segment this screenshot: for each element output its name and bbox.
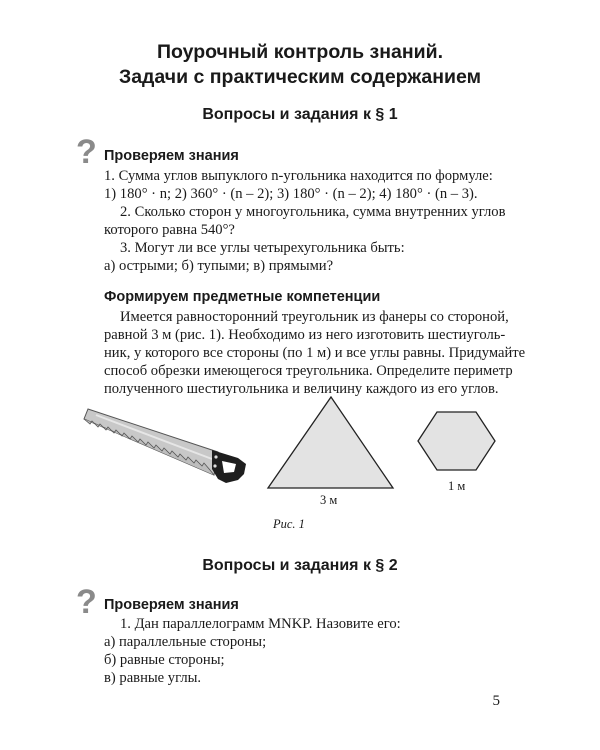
paragraph-line: полученного шестиугольника и величину каждого из его углов. <box>104 381 499 397</box>
question-mark-icon: ? <box>76 583 97 621</box>
question-line: 1) 180° · n; 2) 360° · (n – 2); 3) 180° · (n – 2); 4) 180° · (n – 3). <box>104 186 478 202</box>
question-line: а) острыми; б) тупыми; в) прямыми? <box>104 258 334 274</box>
question-line: 3. Могут ли все углы четырехугольника быть: <box>120 240 405 256</box>
section-2-heading: Вопросы и задания к § 2 <box>202 557 398 574</box>
saw-icon <box>84 409 246 483</box>
check-knowledge-title-2: Проверяем знания <box>104 597 239 613</box>
question-line: которого равна 540°? <box>104 222 235 238</box>
hexagon-label: 1 м <box>448 479 466 493</box>
paragraph-line: равной 3 м (рис. 1). Необходимо из него изготовить шестиуголь- <box>104 327 506 343</box>
task-paragraph <box>104 308 526 398</box>
paragraph-line: Имеется равносторонний треугольник из фанеры со стороной, <box>120 309 509 325</box>
competence-title: Формируем предметные компетенции <box>104 289 381 305</box>
hexagon-shape <box>418 412 495 470</box>
figure-caption: Рис. 1 <box>273 517 305 531</box>
question-line: 1. Дан параллелограмм MNKP. Назовите его: <box>120 616 401 632</box>
question-line: а) параллельные стороны; <box>104 634 267 650</box>
question-line: б) равные стороны; <box>104 652 225 668</box>
page-title-line-1: Поурочный контроль знаний. <box>156 41 444 63</box>
triangle-label: 3 м <box>320 493 338 507</box>
check-knowledge-title-1: Проверяем знания <box>104 148 239 164</box>
question-line: в) равные углы. <box>104 670 202 686</box>
question-mark-icon: ? <box>76 133 97 171</box>
question-line: 2. Сколько сторон у многоугольника, сумма внутренних углов <box>120 204 506 220</box>
page-title-line-2: Задачи с практическим содержанием <box>118 66 482 88</box>
triangle-shape <box>268 397 393 488</box>
question-line: 1. Сумма углов выпуклого n-угольника находится по формуле: <box>104 168 493 184</box>
paragraph-line: способ обрезки имеющегося треугольника. Определите периметр <box>104 363 513 379</box>
section-1-heading: Вопросы и задания к § 1 <box>202 106 398 123</box>
paragraph-line: ник, у которого все стороны (по 1 м) и все углы равны. Придумайте <box>104 345 526 361</box>
page-number: 5 <box>492 693 500 709</box>
